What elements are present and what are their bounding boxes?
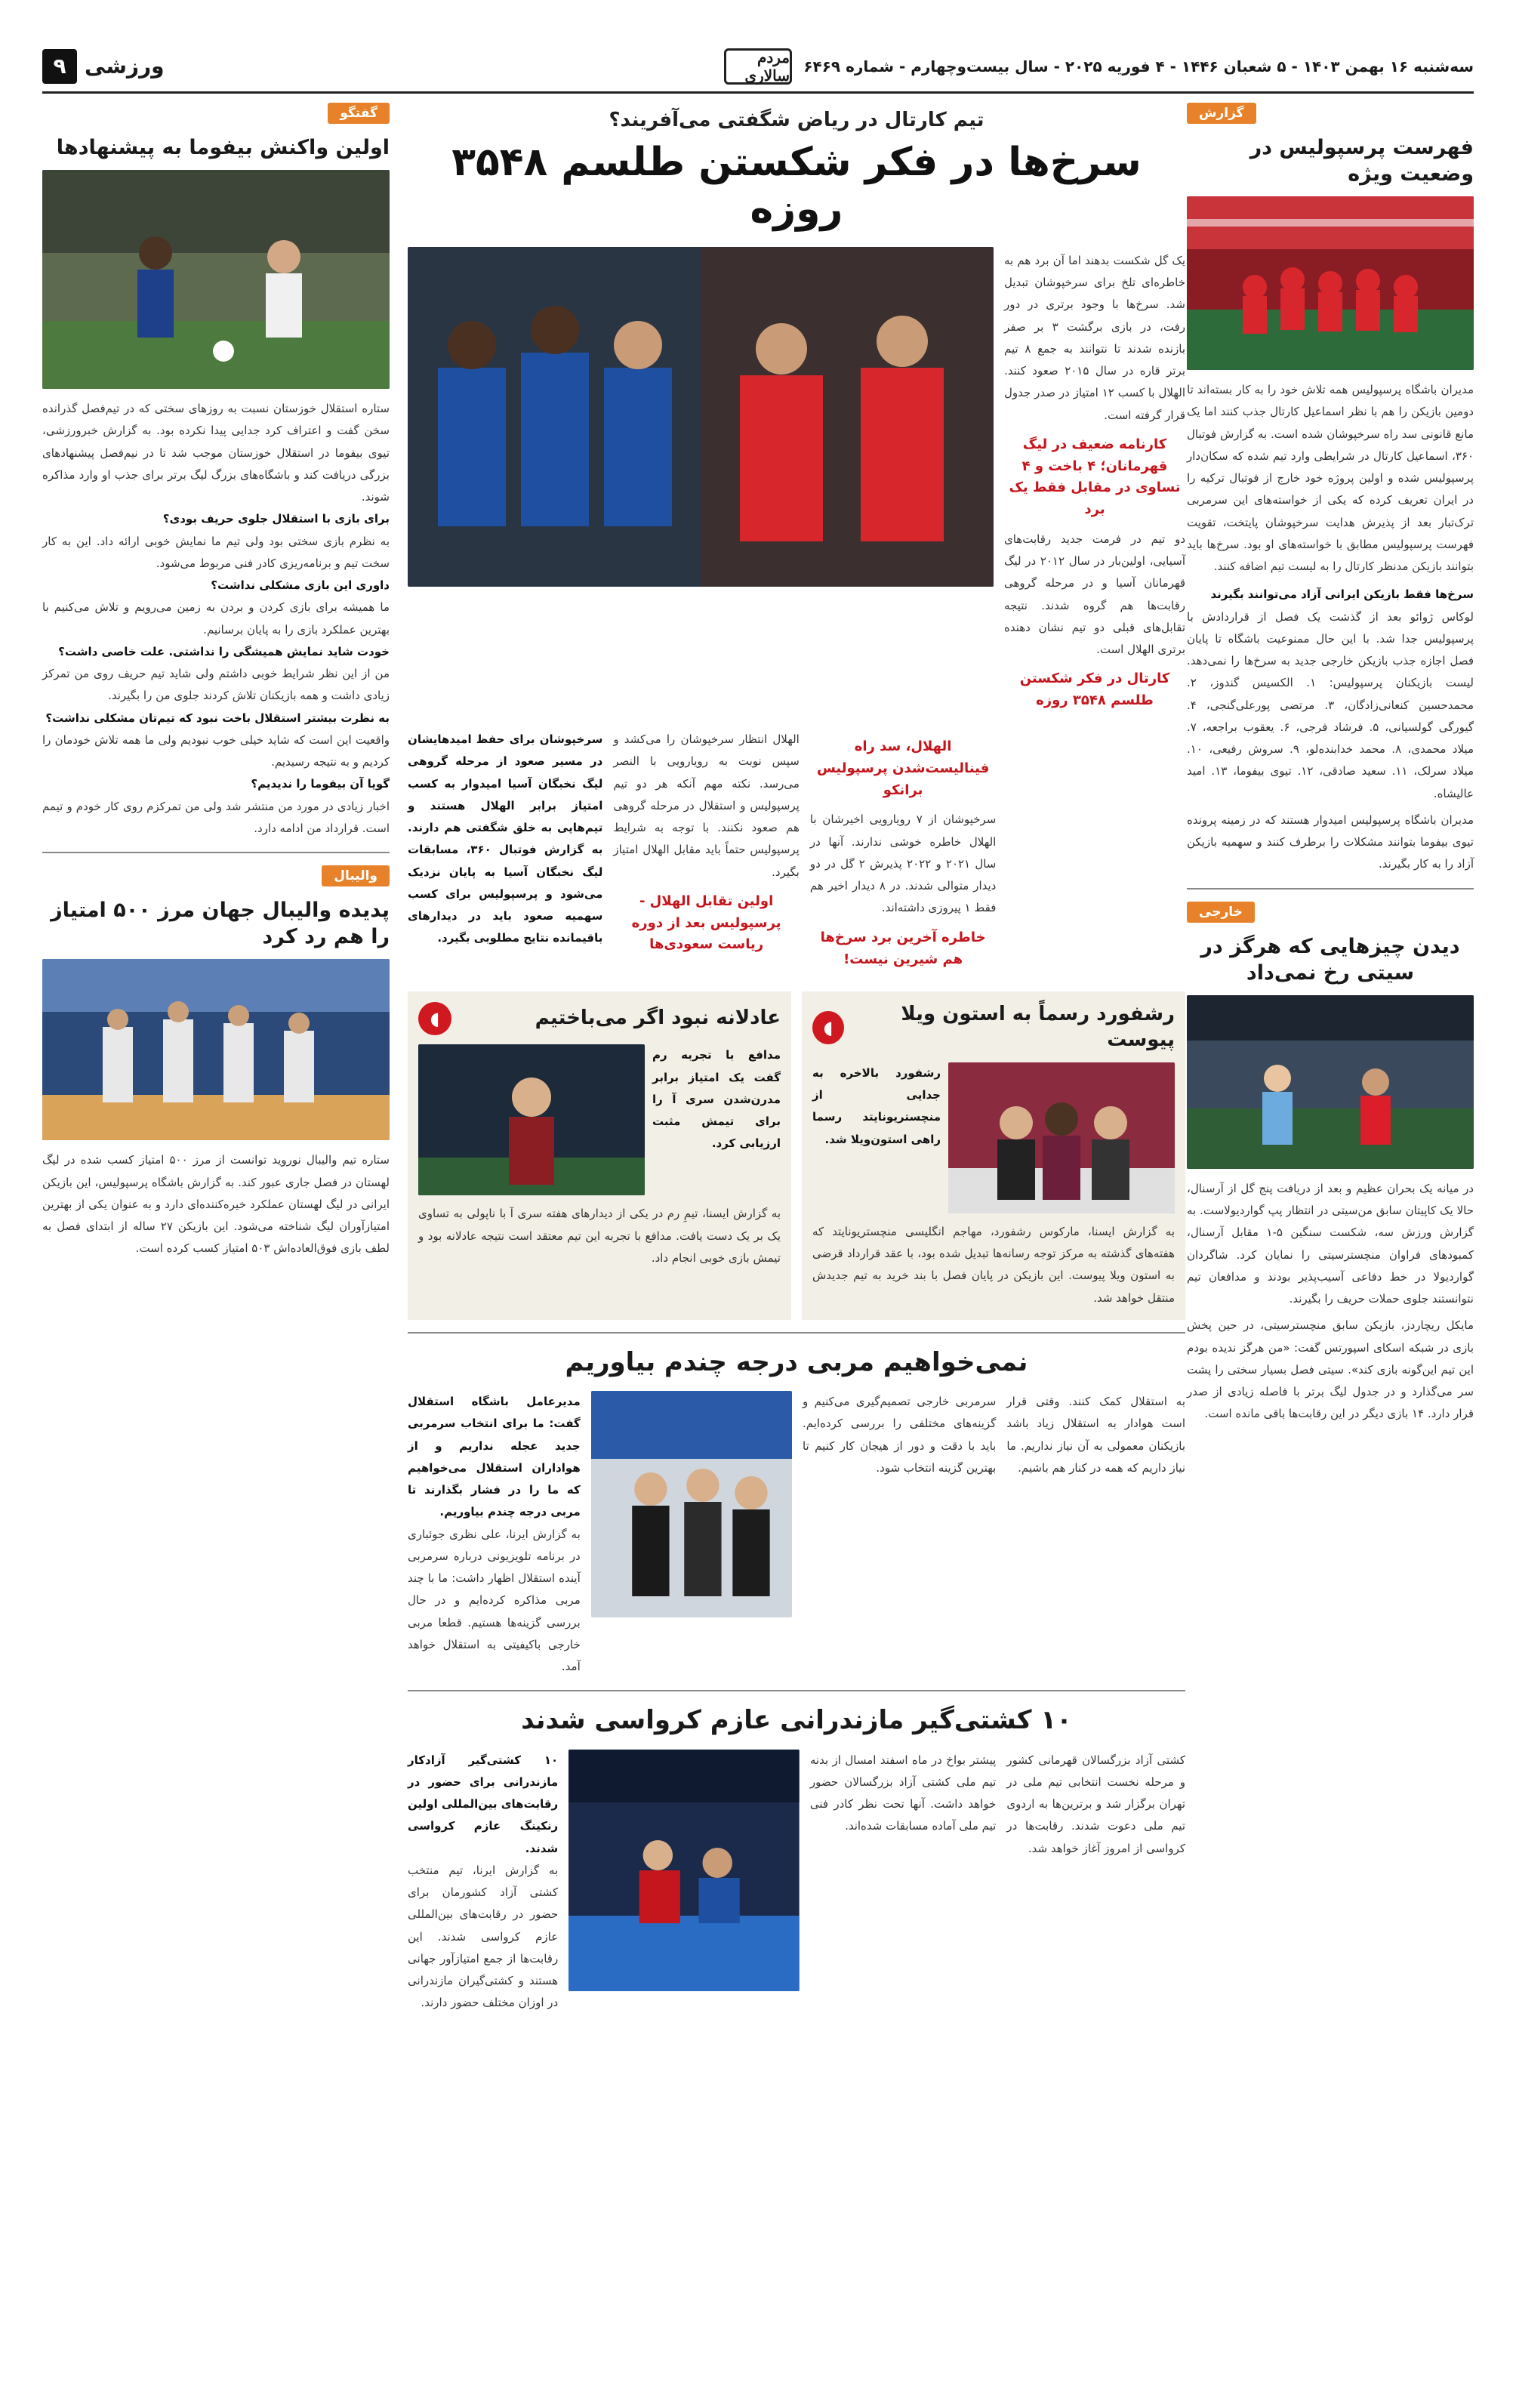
bifouma-photo bbox=[42, 170, 390, 389]
rashford-body: به گزارش ایسنا، مارکوس رشفورد، مهاجم انگلیسی منچستریونایتد که هفته‌های گذشته به مرکز توجه رسانه‌ها تبدیل شده بود، با عقد قرارداد قرضی به استون ویلا پیوست. این بازیکن در پایان فصل با بند خرید به تیم جدیدش منتقل خواهد شد. bbox=[812, 1224, 1175, 1305]
perspolis-list-body: مدیران باشگاه پرسپولیس همه تلاش خود را به کار بسته‌اند تا دومین بازیکن را هم با نظر اسماعیل کارتال جذب کنند اما یک مانع قانونی سد راه سرخپوشان شده است. به گزارش فوتبال ۳۶۰، اسماعیل کارتال در شرایطی وارد تیم شده که سکان‌دار پرسپولیس شده و اولین پروژه خود خارج از فوتبال ترکیه را در ایران تعریف کرده که یکی از خواسته‌های این سرمربی ترک‌تبار بعد از پذیرش هدایت سرخپوشان پایتخت، تقویت فهرست پرسپولیس مطابق با خواسته‌های او بود. سرخ‌ها باید بتوانند بازیکن مدنظر کارتال را به لیست تیم اضافه کنند. bbox=[1187, 383, 1474, 574]
center-section bbox=[408, 103, 1185, 2015]
bifouma-q3: خودت شاید نمایش همیشگی را نداشتی. علت خاصی داشت؟ bbox=[58, 644, 390, 658]
roma-story bbox=[408, 991, 791, 1320]
report-tag: گزارش bbox=[1187, 103, 1256, 124]
perspolis-subhead: سرخ‌ها فقط بازیکن ایرانی آزاد می‌توانند بگیرند bbox=[1210, 587, 1474, 602]
bifouma-a5: اخبار زیادی در مورد من منتشر شد ولی من تمرکزم روی کار خودم و تیمم است. قرارداد من ادامه دارد. bbox=[42, 799, 390, 835]
section-name: ورزشی bbox=[85, 54, 165, 79]
esteghlal-body: به گزارش ایرنا، علی نظری جوئباری در برنامه تلویزیونی درباره سرمربی آینده استقلال اظهار داشت: ما با چند مربی مذاکره کرده‌ایم و در حال بررسی گزینه‌ها هستیم. قطعا مربی خارجی باکیفیتی به استقلال خواهد آمد. bbox=[407, 1527, 581, 1674]
lead-kicker: تیم کارتال در ریاض شگفتی می‌آفریند؟ bbox=[609, 109, 984, 131]
roma-photo bbox=[418, 1044, 645, 1195]
lead-quote-e: کارتال در فکر شکستن طلسم ۳۵۴۸ روزه bbox=[1019, 671, 1170, 709]
city-story-body-2: مایکل ریچاردز، بازیکن سابق منچسترسیتی، در حین پخش بازی در شبکه اسکای اسپورتس گفت: «من هرگز ندیده بودم این تیم این‌گونه بازی کند». سیتی فصل بسیار سختی را پشت سر می‌گذارد و در جدول لیگ برتر با فاصله زیادی از صدر قرار دارد. ۱۴ بازی دیگر در این رقابت‌ها باقی مانده است. bbox=[1187, 1318, 1474, 1421]
lead-column-e: دو تیم در فرمت جدید رقابت‌های آسیایی، اولین‌بار در سال ۲۰۱۲ در لیگ قهرمانان آسیا و در مرحله گروهی رقابت‌ها هم گروه شدند. نتیجه تقابل‌های قبلی دو تیم نشان دهنده برتری الهلال است. bbox=[1004, 532, 1185, 657]
esteghlal-photo bbox=[591, 1391, 792, 1617]
newspaper-logo: مردم سالاری bbox=[724, 48, 792, 85]
bifouma-a4: واقعیت این است که شاید خیلی خوب نبودیم ولی ما همه تلاش خودمان را کردیم و به نتیجه رسیدیم. bbox=[42, 732, 390, 769]
lead-headline: سرخ‌ها در فکر شکستن طلسم ۳۵۴۸ روزه bbox=[451, 140, 1142, 233]
interview-tag: گفتگو bbox=[328, 103, 390, 124]
right-column bbox=[1187, 103, 1474, 1426]
rashford-story bbox=[802, 991, 1185, 1320]
esteghlal-body-3: به استقلال کمک کنند. وقتی قرار است هوادار به استقلال زیاد باشد بازیکنان معمولی به آن نیاز نداریم. ما نیاز داریم که همه در کنار هم باشیم. bbox=[1006, 1395, 1185, 1475]
wrestling-body-2: پیشتر بواخ در ماه اسفند امسال از بدنه تیم ملی کشتی آزاد بزرگسالان حضور خواهد داشت. آنها تحت نظر کادر فنی تیم ملی آماده مسابقات شده‌اند. bbox=[809, 1753, 997, 1833]
bifouma-q1: برای بازی با استقلال جلوی حریف بودی؟ bbox=[162, 512, 390, 526]
masthead bbox=[42, 41, 1474, 94]
bifouma-a1: به نظرم بازی سختی بود ولی تیم ما نمایش خوبی ارائه داد. این به کار سخت تیم و برنامه‌ریزی کادر فنی مربوط می‌شود. bbox=[42, 534, 390, 570]
esteghlal-body-2: سرمربی خارجی تصمیم‌گیری می‌کنیم و گزینه‌های مختلفی را بررسی کرده‌ایم. باید با دقت و دور از هیجان کار کنیم تا بهترین گزینه انتخاب شود. bbox=[802, 1395, 997, 1475]
perspolis-list-body-2: لوکاس ژوائو بعد از گذشت یک فصل از قراردادش با پرسپولیس جدا شد. با این حال ممنوعیت باشگاه تا پایان فصل اجازه جذب بازیکن خارجی جدید به سرخ‌ها را نمی‌دهد. لیست بازیکنان پرسپولیس: ۱. الکسیس گندوز، ۲. محمدحسین کنعانی‌زادگان، ۳. مرتضی پورعلی‌گنجی، ۴. گیورگی گولسیانی، ۵. فرشاد فرجی، ۶. یعقوب براجعه، ۷. میلاد محمدی، ۸. محمد خدابنده‌لو، ۹. سروش رفیعی، ۱۰. میلاد سرلک، ۱۱. سعید صادقی، ۱۲. تیوی بیفوما، ۱۳. امید عالیشاه. bbox=[1187, 609, 1474, 800]
esteghlal-title: نمی‌خواهیم مربی درجه چندم بیاوریم bbox=[565, 1346, 1028, 1377]
wrestling-body-3: کشتی آزاد بزرگسالان قهرمانی کشور و مرحله نخست انتخابی تیم ملی در تهران برگزار شد و برترین‌ها به اردوی تیم ملی دعوت شدند. رقابت‌ها در کرواسی از امروز آغاز خواهد شد. bbox=[1006, 1753, 1185, 1855]
news-logo-icon: ◖ bbox=[418, 1002, 451, 1035]
lead-column-a: سرخپوشان برای حفظ امیدهایشان در مسیر صعود از مرحله گروهی لیگ نخبگان آسیا امیدوار به کسب امتیاز برابر الهلال هستند و تیم‌هایی به خلق شگفتی هم دارند. به گزارش فوتبال ۳۶۰، مسابقات لیگ نخبگان آسیا به پایان نزدیک می‌شود و پرسپولیس برای کسب سهمیه صعود باید در دیدارهای باقیمانده نتایج مطلوبی بگیرد. bbox=[408, 732, 603, 945]
bifouma-body: ستاره استقلال خوزستان نسبت به روزهای سختی که در تیم‌فصل گذرانده سخن گفت و اعتراف کرد جدایی پیدا نکرده بود. به گزارش خبرورزشی، تیوی بیفوما در استقلال خوزستان موجب شد تا در نیم‌فصل پیشنهادهای بزرگی دریافت کند و باشگاه‌های بزرگ لیگ برتر برای جذب او وارد مذاکره شوند. bbox=[42, 402, 390, 504]
wrestling-kicker: ۱۰ کشتی‌گیر آزادکار مازندرانی برای حضور در رقابت‌های بین‌المللی اولین رنکینگ عازم کرواسی شدند. bbox=[408, 1753, 559, 1855]
man-city-photo bbox=[1187, 995, 1474, 1169]
lead-column-c: سرخپوشان از ۷ رویارویی اخیرشان با الهلال خاطره خوشی ندارند. آنها در سال ۲۰۲۱ و ۲۰۲۲ پذیرش ۲ گل در دو دیدار متوالی شدند. در ۸ دیدار اخیر هم فقط ۱ پیروزی داشته‌اند. bbox=[809, 812, 997, 915]
city-story-body: در میانه یک بحران عظیم و بعد از دریافت پنج گل از آرسنال، حالا یک کاپیتان سابق من‌سیتی در انتظار پپ گواردیولاست. به گزارش ورزش سه، شکست سنگین ۵-۱ مقابل آرسنال، کمبودهای فراوان منچسترسیتی را نمایان کرد. شاگردان گواردیولا در خط دفاعی آسیب‌پذیر بودند و مدافعان تیم نتوانستند جلوی حملات حریف را بگیرند. bbox=[1187, 1181, 1474, 1306]
volleyball-title: پدیده والیبال جهان مرز ۵۰۰ امتیاز را هم رد کرد bbox=[51, 899, 390, 949]
roma-title: عادلانه نبود اگر می‌باختیم bbox=[535, 1007, 781, 1030]
lead-quote-b: الهلال، سد راه فینالیست‌شدن پرسپولیس برانکو bbox=[816, 738, 990, 798]
volleyball-body: ستاره تیم والیبال نوروید توانست از مرز ۵۰۰ امتیاز کسب شده در لیگ لهستان در فصل جاری عبور کند. به گزارش باشگاه پرسپولیس، این بازیکن ایرانی در لیگ لهستان عملکرد خیره‌کننده‌ای دارد و به عنوان یکی از بهترین امتیازآوران لیگ شناخته می‌شود. این بازیکن ۲۷ ساله از ابتدای فصل به لطف بازی فوق‌العاده‌اش ۵۰۳ امتیاز کسب کرده است. bbox=[42, 1153, 390, 1256]
lead-match-photo bbox=[408, 247, 994, 587]
volleyball-photo bbox=[42, 959, 390, 1140]
rashford-kicker: رشفورد بالاخره به جدایی از منچستریونایتد رسما راهی استون‌ویلا شد. bbox=[812, 1065, 941, 1146]
rashford-photo bbox=[948, 1062, 1175, 1213]
foreign-tag: خارجی bbox=[1187, 902, 1255, 923]
bifouma-a2: ما همیشه برای بازی کردن و بردن به زمین می‌رویم و تلاش می‌کنیم با بهترین عملکرد بازی را به پایان برسانیم. bbox=[42, 600, 390, 637]
page-number: ۹ bbox=[42, 49, 77, 84]
rashford-title: رشفورد رسماً به استون ویلا پیوست bbox=[901, 1003, 1175, 1052]
volleyball-tag: والیبال bbox=[322, 865, 390, 886]
lead-quote-c: خاطره آخرین برد سرخ‌ها هم شیرین نیست! bbox=[820, 929, 986, 967]
perspolis-team-photo bbox=[1187, 196, 1474, 370]
page-indicator bbox=[42, 49, 165, 84]
lead-column-d: یک گل شکست بدهند اما آن برد هم به خاطره‌ای تلخ برای سرخپوشان تبدیل شد. سرخ‌ها با وجود برتری در دور رفت، در بازی برگشت ۳ بر صفر بازنده شدند تا نتوانند به جمع ۸ تیم برتر قاره در سال ۲۰۱۵ صعود کنند. الهلال با کسب ۱۲ امتیاز در صدر جدول قرار گرفته است. bbox=[1004, 253, 1186, 422]
bifouma-title: اولین واکنش بیفوما به پیشنهادها bbox=[56, 136, 390, 159]
lead-quote-a: اولین تقابل الهلال - پرسپولیس بعد از دوره ریاست سعودی‌ها bbox=[631, 893, 781, 953]
wrestling-title: ۱۰ کشتی‌گیر مازندرانی عازم کرواسی شدند bbox=[521, 1705, 1072, 1736]
city-story-title: دیدن چیزهایی که هرگز در سیتی رخ نمی‌داد bbox=[1200, 934, 1460, 985]
wrestling-photo bbox=[568, 1750, 800, 1991]
bifouma-q5: گویا آن بیفوما را ندیدیم؟ bbox=[251, 777, 390, 791]
bifouma-a3: من از این نظر شرایط خوبی داشتم ولی شاید تیم حریف روی من تمرکز زیادی داشت و همه بازیکنان تلاش کردند جلوی من را بگیرند. bbox=[42, 667, 390, 703]
esteghlal-kicker: مدیرعامل باشگاه استقلال گفت: ما برای انتخاب سرمربی جدید عجله نداریم و از هواداران استقلال می‌خواهیم که ما را در فشار بگذارند تا مربی درجه چندم بیاوریم. bbox=[407, 1395, 581, 1519]
bifouma-q2: داوری این بازی مشکلی نداشت؟ bbox=[211, 578, 390, 593]
left-column bbox=[42, 103, 390, 1260]
perspolis-list-body-3: مدیران باشگاه پرسپولیس امیدوار هستند که در زمینه پرونده تیوی بیفوما بتوانند مشکلات را برطرف کنند و سهمیه بازیکن آزاد را به کار بگیرند. bbox=[1187, 812, 1474, 871]
perspolis-list-title: فهرست پرسپولیس در وضعیت ویژه bbox=[1249, 136, 1474, 187]
date-line: سه‌شنبه ۱۶ بهمن ۱۴۰۳ - ۵ شعبان ۱۴۴۶ - ۴ فوریه ۲۰۲۵ - سال بیست‌وچهارم - شماره ۶۴۶۹ bbox=[803, 57, 1474, 76]
wrestling-body: به گزارش ایرنا، تیم منتخب کشتی آزاد کشورمان برای حضور در رقابت‌های بین‌المللی عازم کرواسی شدند. این رقابت‌ها از جمع امتیازآور جهانی هستند و کشتی‌گیران مازندرانی در اوزان مختلف حضور دارند. bbox=[408, 1863, 559, 2010]
news-logo-icon: ◖ bbox=[812, 1011, 844, 1044]
roma-body: به گزارش ایسنا، تیمِ رم در یکی از دیدارهای هفته سری آ با ناپولی به تساوی یک بر یک دست یافت. مدافع با تجربه این تیم معتقد است نتیجه عادلانه بود و تیمش بازی خوبی انجام داد. bbox=[418, 1207, 781, 1265]
lead-quote-d: کارنامه ضعیف در لیگ قهرمانان؛ ۴ باخت و ۴ تساوی در مقابل فقط یک برد bbox=[1009, 436, 1181, 518]
roma-kicker: مدافع با تجربه رم گفت یک امتیاز برابر مدرن‌شدن سری آ را برای تیمش مثبت ارزیابی کرد. bbox=[652, 1048, 781, 1151]
bifouma-q4: به نظرت بیشتر استقلال باخت نبود که تیم‌تان مشکلی نداشت؟ bbox=[45, 711, 390, 725]
lead-column-b: الهلال انتظار سرخپوشان را می‌کشد و سپس نوبت به رویارویی با النصر می‌رسد. نکته مهم آنکه هر دو تیم پرسپولیس و استقلال در مرحله گروهی هم صعود نکنند. با توجه به شرایط پرسپولیس حتماً باید مقابل الهلال امتیاز بگیرد. bbox=[613, 732, 800, 879]
